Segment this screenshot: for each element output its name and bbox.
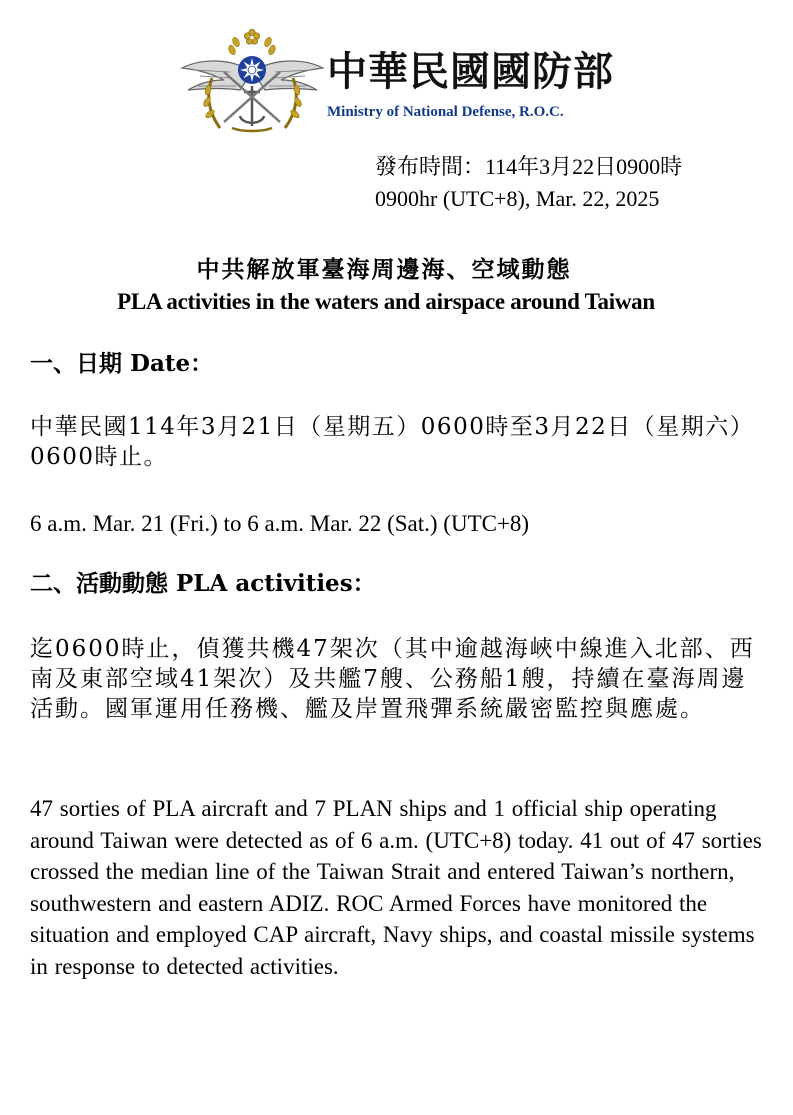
org-name-zh: 中華民國國防部: [327, 48, 614, 95]
section-activities-heading: 二、活動動態 PLA activities：: [30, 570, 376, 597]
date-paragraph-en: 6 a.m. Mar. 21 (Fri.) to 6 a.m. Mar. 22 (Sat.) (UTC+8): [30, 511, 530, 536]
release-time-zh: 發布時間：114年3月22日0900時: [375, 154, 683, 179]
section-date-heading: 一、日期 Date：: [30, 350, 214, 377]
release-time-en: 0900hr (UTC+8), Mar. 22, 2025: [375, 186, 660, 211]
page-title-en: PLA activities in the waters and airspace around Taiwan: [117, 289, 655, 314]
org-name-en: Ministry of National Defense, R.O.C.: [327, 104, 564, 120]
activities-paragraph-zh: 迄0600時止，偵獲共機47架次（其中逾越海峽中線進入北部、西南及東部空域41架次）及共艦7艘、公務船1艘，持續在臺海周邊活動。國軍運用任務機、艦及岸置飛彈系統嚴密監控與應處。: [30, 636, 755, 722]
activities-paragraph-en: 47 sorties of PLA aircraft and 7 PLAN ships and 1 official ship operating around Taiwan were detected as of 6 a.m. (UTC+8) today. 41 out of 47 sorties crossed the median line of the Taiwan Strait and entered Taiwan’s northern, southwestern and eastern ADIZ. ROC Armed Forces have monitored the situation and employed CAP aircraft, Navy ships, and coastal missile systems in response to detected activities.: [30, 796, 762, 979]
date-paragraph-zh: 中華民國114年3月21日（星期五）0600時至3月22日（星期六）0600時止。: [30, 414, 755, 470]
page-title-zh: 中共解放軍臺海周邊海、空域動態: [196, 256, 572, 283]
mnd-emblem-icon: [180, 28, 325, 138]
